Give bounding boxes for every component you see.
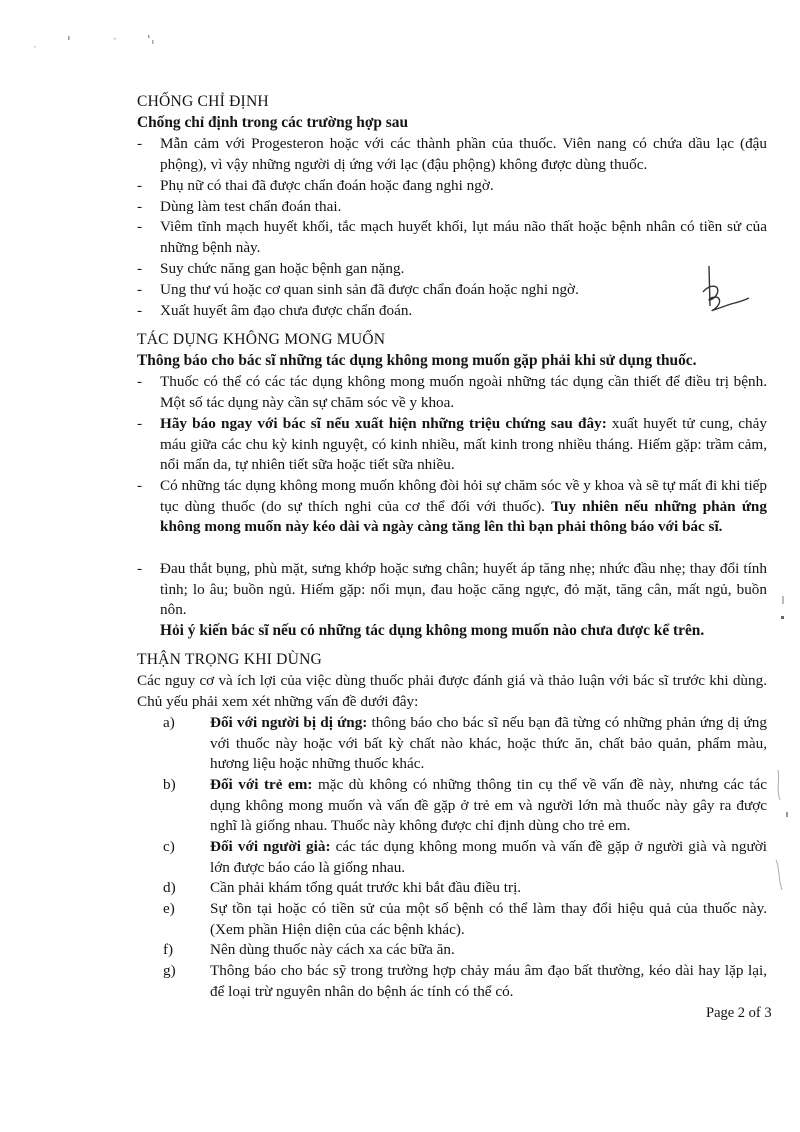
item-letter: e) — [163, 900, 175, 917]
precaution-item — [137, 713, 767, 775]
contraindication-item — [137, 280, 767, 301]
side-effect-item — [137, 414, 767, 476]
side-effect-text — [160, 476, 767, 538]
side-effect-warning-text: xuất huyết tử cung, chảy máu giữa các chu kỳ kinh nguyệt, có kinh nhiều, mất kinh trong nhiều tháng. Hiếm gặp: trầm cảm, nổi mẩn da, tự nhiên tiết sữa hoặc tiết sữa nhiều. — [160, 415, 767, 473]
precaution-item — [137, 899, 767, 940]
precaution-item — [137, 837, 767, 878]
dash-bullet: - — [137, 218, 143, 235]
precaution-text — [210, 775, 767, 837]
precaution-bold: Đối với người già: — [210, 838, 331, 855]
side-effects-heading: TÁC DỤNG KHÔNG MONG MUỐN — [137, 331, 386, 348]
contraindication-text: Phụ nữ có thai đã được chẩn đoán hoặc đang nghi ngờ. — [160, 177, 494, 194]
dash-bullet: - — [137, 302, 143, 319]
precaution-text — [210, 713, 767, 775]
precaution-rest: các tác dụng không mong muốn và vấn đề gặp ở người già và người lớn được báo cáo là giống nhau. — [210, 838, 767, 876]
side-effect-warning-bold: Hãy báo ngay với bác sĩ nếu xuất hiện những triệu chứng sau đây: — [160, 415, 607, 432]
dash-bullet: - — [137, 135, 143, 152]
contraindication-item — [137, 134, 767, 175]
side-effect-text: Đau thắt bụng, phù mặt, sưng khớp hoặc sưng chân; huyết áp tăng nhẹ; nhức đầu nhẹ; thay đổi tính tình; lo âu; buồn ngủ. Hiếm gặp: nổi mụn, đau hoặc căng ngực, đỏ mặt, tăng cân, mất ngủ, buồn nôn. — [160, 560, 767, 618]
contraindication-text: Dùng làm test chẩn đoán thai. — [160, 198, 342, 215]
precautions-intro: Các nguy cơ và ích lợi của việc dùng thuốc phải được đánh giá và thảo luận với bác sĩ trước khi dùng. Chủ yếu phải xem xét những vấn đề dưới đây: — [137, 672, 767, 710]
contraindications-heading: CHỐNG CHỈ ĐỊNH — [137, 93, 269, 110]
contraindication-item — [137, 301, 767, 322]
contraindication-item — [137, 217, 767, 258]
side-effects-intro: Thông báo cho bác sĩ những tác dụng không mong muốn gặp phải khi sử dụng thuốc. — [137, 352, 697, 369]
precaution-item — [137, 940, 767, 961]
item-letter: b) — [163, 776, 176, 793]
precaution-text: Thông báo cho bác sỹ trong trường hợp chảy máu âm đạo bất thường, kéo dài hay lặp lại, để loại trừ nguyên nhân do bệnh ác tính có thể có. — [210, 962, 767, 1000]
precaution-rest: mặc dù không có những thông tin cụ thể về vấn đề này, nhưng các tác dụng không mong muốn và vấn đề gặp ở trẻ em và người lớn mà thuốc này gây ra được nghĩ là giống nhau. Thuốc này không được chỉ định dùng cho trẻ em. — [210, 776, 767, 834]
precaution-text: Sự tồn tại hoặc có tiền sử của một số bệnh có thể làm thay đổi hiệu quả của thuốc này. (Xem phần Hiện diện của các bệnh khác). — [210, 900, 767, 938]
dash-bullet: - — [137, 198, 143, 215]
precaution-text: Nên dùng thuốc này cách xa các bữa ăn. — [210, 941, 455, 958]
precaution-bold: Đối với người bị dị ứng: — [210, 714, 368, 731]
item-letter: g) — [163, 962, 176, 979]
precaution-text: Cần phải khám tổng quát trước khi bắt đầu điều trị. — [210, 879, 522, 896]
contraindication-text: Suy chức năng gan hoặc bệnh gan nặng. — [160, 260, 405, 277]
side-effects-closing: Hỏi ý kiến bác sĩ nếu có những tác dụng không mong muốn nào chưa được kể trên. — [160, 622, 705, 639]
precaution-bold: Đối với trẻ em: — [210, 776, 313, 793]
item-letter: a) — [163, 714, 175, 731]
precautions-heading: THẬN TRỌNG KHI DÙNG — [137, 651, 322, 668]
side-effect-item — [137, 559, 767, 621]
precaution-item — [137, 775, 767, 837]
dash-bullet: - — [137, 477, 143, 494]
dash-bullet: - — [137, 560, 143, 577]
item-letter: f) — [163, 941, 174, 958]
contraindication-text: Viêm tĩnh mạch huyết khối, tắc mạch huyết khối, lụt máu não thất hoặc bệnh nhân có tiền sử của những bệnh này. — [160, 218, 767, 256]
contraindication-text: Xuất huyết âm đạo chưa được chẩn đoán. — [160, 302, 413, 319]
precaution-item — [137, 878, 767, 899]
side-effect-item — [137, 372, 767, 413]
side-effect-item — [137, 476, 767, 538]
contraindication-item — [137, 259, 767, 280]
contraindication-text: Ung thư vú hoặc cơ quan sinh sản đã được chẩn đoán hoặc nghi ngờ. — [160, 281, 579, 298]
dash-bullet: - — [137, 373, 143, 390]
scan-specks — [30, 32, 170, 52]
side-effect-adapt-bold: Tuy nhiên nếu những phản ứng không mong muốn này kéo dài và ngày càng tăng lên thì bạn phải thông báo với bác sĩ. — [160, 497, 767, 535]
precaution-text — [210, 837, 767, 878]
handwritten-initials — [695, 262, 755, 322]
page-number: Page 2 of 3 — [706, 1005, 772, 1021]
item-letter: d) — [163, 879, 176, 896]
dash-bullet: - — [137, 260, 143, 277]
side-effect-adapt-text: Có những tác dụng không mong muốn không đòi hỏi sự chăm sóc về y khoa và sẽ tự mất đi khi tiếp tục dùng thuốc (do sự thích nghi của cơ thể đối với thuốc). — [160, 477, 767, 515]
contraindication-item — [137, 176, 767, 197]
contraindication-text: Mẫn cảm với Progesteron hoặc với các thành phần của thuốc. Viên nang có chứa dầu lạc (đậu phộng), vì vậy những người dị ứng với lạc (đậu phộng) không được dùng thuốc. — [160, 135, 767, 173]
dash-bullet: - — [137, 281, 143, 298]
precaution-item — [137, 961, 767, 1002]
dash-bullet: - — [137, 177, 143, 194]
scan-edge-marks — [772, 590, 796, 910]
dash-bullet: - — [137, 415, 143, 432]
precaution-rest: thông báo cho bác sĩ nếu bạn đã từng có những phản ứng dị ứng với thuốc này hoặc với bất kỳ chất nào khác, hoặc thức ăn, chất bảo quản, phẩm màu, hương liệu hoặc những thuốc khác. — [210, 714, 767, 772]
contraindication-item — [137, 197, 767, 218]
side-effect-text: Thuốc có thể có các tác dụng không mong muốn ngoài những tác dụng cần thiết để điều trị bệnh. Một số tác dụng này cần sự chăm sóc về y khoa. — [160, 373, 767, 411]
side-effect-text — [160, 414, 767, 476]
contraindications-intro: Chống chỉ định trong các trường hợp sau — [137, 114, 409, 131]
item-letter: c) — [163, 838, 175, 855]
